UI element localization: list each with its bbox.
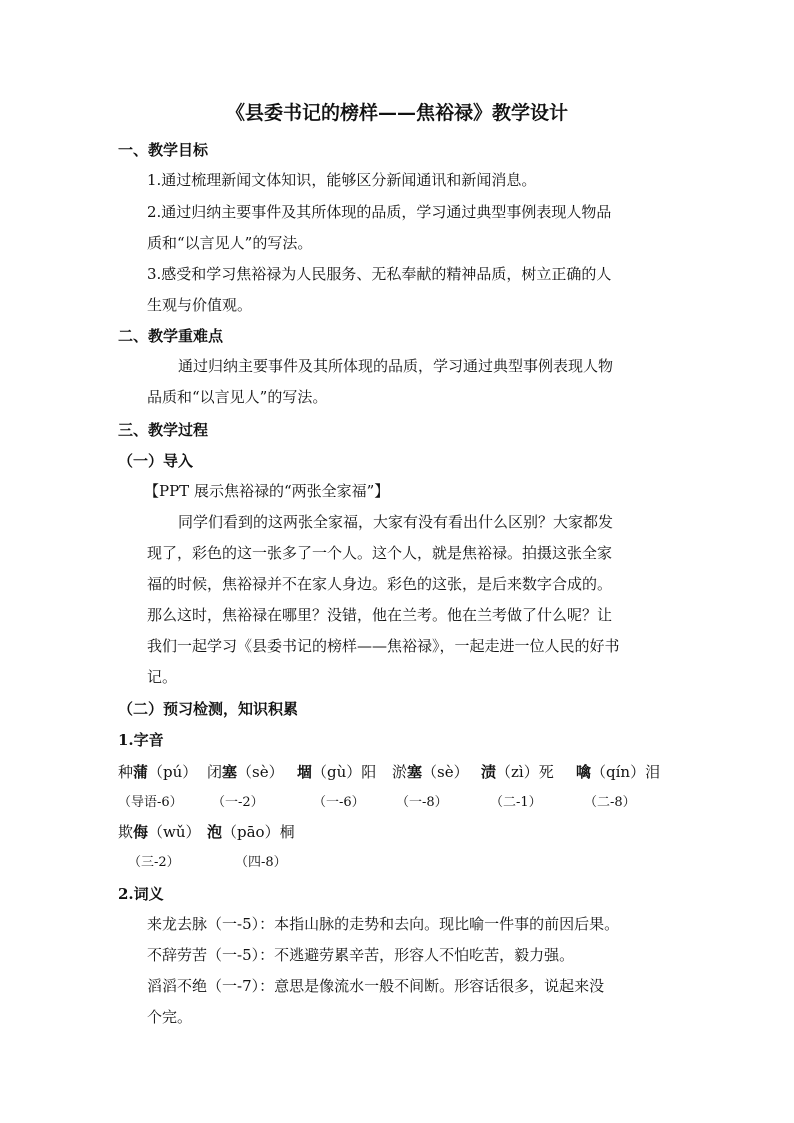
pron-ref-4: （一-8） bbox=[396, 795, 448, 810]
pron-word-8: 泡（pāo）桐 bbox=[207, 823, 295, 841]
pron-word-2: 闭塞（sè） bbox=[207, 763, 284, 781]
ppt-note: 【PPT 展示焦裕禄的“两张全家福”】 bbox=[144, 482, 390, 500]
pron-word-1: 种蒲（pú） bbox=[118, 763, 198, 781]
meaning-line-2: 不辞劳苦（一-5）：不逃避劳累辛苦，形容人不怕吃苦，毅力强。 bbox=[147, 946, 575, 964]
intro-paragraph-line-2: 现了，彩色的这一张多了一个人。这个人，就是焦裕禄。拍摄这张全家 bbox=[147, 544, 613, 562]
pron-word-6: 噙（qín）泪 bbox=[576, 763, 661, 781]
goal-item-3: 3.感受和学习焦裕禄为人民服务、无私奉献的精神品质，树立正确的人 bbox=[147, 265, 612, 283]
meaning-line-1: 来龙去脉（一-5）：本指山脉的走势和去向。现比喻一件事的前因后果。 bbox=[147, 915, 620, 933]
pronunciation-heading: 1.字音 bbox=[118, 731, 164, 749]
key-points-line-2: 品质和“以言见人”的写法。 bbox=[147, 388, 328, 406]
pron-ref-5: （二-1） bbox=[490, 795, 542, 810]
goal-item-2-cont: 质和“以言见人”的写法。 bbox=[147, 234, 313, 252]
section-heading-process: 三、教学过程 bbox=[118, 421, 209, 439]
goal-item-3-cont: 生观与价值观。 bbox=[147, 296, 253, 314]
intro-paragraph-line-5: 我们一起学习《县委书记的榜样——焦裕禄》，一起走进一位人民的好书 bbox=[147, 637, 620, 655]
goal-item-1: 1.通过梳理新闻文体知识，能够区分新闻通讯和新闻消息。 bbox=[147, 171, 537, 189]
section-heading-key-points: 二、教学重难点 bbox=[118, 327, 224, 345]
pron-word-4: 淤塞（sè） bbox=[392, 763, 469, 781]
intro-paragraph-line-3: 福的时候，焦裕禄并不在家人身边。彩色的这张，是后来数字合成的。 bbox=[147, 575, 613, 593]
goal-item-2: 2.通过归纳主要事件及其所体现的品质，学习通过典型事例表现人物品 bbox=[147, 203, 612, 221]
intro-paragraph-line-4: 那么这时，焦裕禄在哪里？没错，他在兰考。他在兰考做了什么呢？让 bbox=[147, 606, 613, 624]
pron-ref-8: （四-8） bbox=[235, 855, 287, 870]
pron-word-3: 堌（gù）阳 bbox=[297, 763, 377, 781]
section-heading-goals: 一、教学目标 bbox=[118, 141, 209, 159]
document-title: 《县委书记的榜样——焦裕禄》教学设计 bbox=[225, 102, 568, 124]
pron-ref-6: （二-8） bbox=[584, 795, 636, 810]
subsection-heading-preview: （二）预习检测，知识积累 bbox=[118, 700, 299, 718]
pron-ref-1: （导语-6） bbox=[118, 795, 183, 810]
meaning-line-4: 个完。 bbox=[147, 1008, 193, 1026]
pron-word-5: 渍（zì）死 bbox=[481, 763, 554, 781]
key-points-line-1: 通过归纳主要事件及其所体现的品质，学习通过典型事例表现人物 bbox=[178, 357, 614, 375]
pron-ref-2: （一-2） bbox=[212, 795, 264, 810]
pron-ref-3: （一-6） bbox=[313, 795, 365, 810]
subsection-heading-intro: （一）导入 bbox=[118, 452, 194, 470]
intro-paragraph-line-6: 记。 bbox=[147, 668, 178, 686]
intro-paragraph-line-1: 同学们看到的这两张全家福，大家有没有看出什么区别？大家都发 bbox=[178, 513, 614, 531]
pron-word-7: 欺侮（wǔ） bbox=[118, 823, 201, 841]
meaning-line-3: 滔滔不绝（一-7）：意思是像流水一般不间断。形容话很多，说起来没 bbox=[147, 977, 605, 995]
meaning-heading: 2.词义 bbox=[118, 885, 164, 903]
pron-ref-7: （三-2） bbox=[128, 855, 180, 870]
